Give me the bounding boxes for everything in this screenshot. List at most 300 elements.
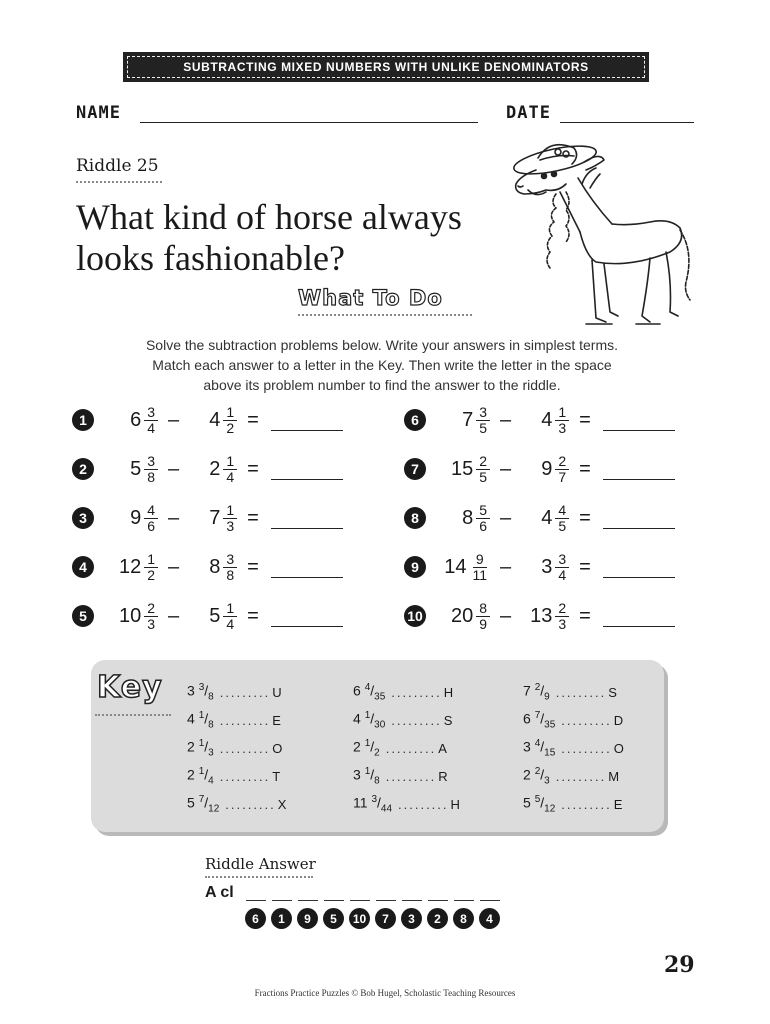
whole-number: 12	[118, 555, 142, 578]
numerator: 1	[198, 709, 205, 721]
problem-number-circle: 8	[453, 908, 474, 929]
denominator: 3	[226, 517, 235, 534]
key-letter: R	[438, 768, 448, 784]
minuend	[432, 405, 490, 436]
minuend	[432, 454, 490, 485]
whole-number: 14	[444, 555, 467, 578]
problem-row	[404, 446, 675, 492]
key-entry	[523, 678, 624, 706]
whole-number: 7	[523, 682, 531, 699]
denominator: 3	[208, 747, 214, 759]
denominator: 30	[374, 719, 386, 731]
equals-sign: =	[247, 408, 259, 431]
numerator: 1	[364, 709, 371, 721]
denominator: 4	[147, 419, 155, 436]
numerator: 2	[534, 681, 541, 693]
whole-number: 4	[541, 408, 553, 431]
whole-number: 2	[187, 766, 195, 783]
leader-dots: .........	[555, 684, 607, 700]
whole-number: 8	[462, 506, 474, 529]
numerator: 3	[144, 405, 158, 421]
fraction	[555, 454, 569, 485]
minuend	[100, 503, 158, 534]
problem-row	[404, 544, 675, 590]
numerator: 7	[534, 709, 541, 721]
date-field[interactable]	[560, 104, 694, 123]
problem-number-badge: 2	[72, 458, 94, 480]
denominator: 5	[479, 468, 487, 485]
leader-dots: .........	[391, 712, 442, 728]
horse-illustration	[500, 132, 700, 332]
fraction	[555, 503, 569, 534]
denominator: 4	[226, 468, 235, 485]
key-entry	[187, 790, 286, 818]
minus-sign: –	[500, 457, 512, 480]
riddle-question-line2: looks fashionable?	[76, 238, 345, 278]
denominator: 12	[544, 803, 556, 815]
denominator: 9	[479, 615, 487, 632]
name-label: NAME	[76, 103, 121, 123]
whole-number: 2	[209, 457, 221, 480]
denominator: 8	[226, 566, 235, 583]
leader-dots: .........	[219, 684, 271, 700]
answer-letter-blank[interactable]	[298, 884, 318, 901]
numerator: 1	[223, 454, 237, 470]
denominator: 4	[208, 775, 214, 787]
numerator: 3	[198, 681, 205, 693]
whole-number: 3	[541, 555, 553, 578]
denominator: 35	[374, 691, 386, 703]
riddle-label: Riddle 25	[76, 156, 159, 176]
leader-dots: .........	[219, 768, 271, 784]
answer-letter-blank[interactable]	[272, 884, 292, 901]
denominator: 4	[558, 566, 567, 583]
leader-dots: .........	[561, 796, 612, 812]
key-value: 5 $^7/_{12}$	[187, 793, 220, 815]
numerator: 4	[364, 681, 371, 693]
riddle-underline	[76, 181, 162, 183]
denominator: 2	[374, 747, 380, 759]
fraction	[144, 405, 158, 436]
denominator: 3	[558, 419, 567, 436]
problem-row	[72, 446, 343, 492]
key-column	[187, 678, 286, 818]
numerator: 5	[534, 793, 541, 805]
page-number: 29	[664, 952, 695, 978]
whole-number: 5	[209, 604, 221, 627]
answer-prefix: A cl	[205, 884, 234, 901]
answer-letter-blank[interactable]	[246, 884, 266, 901]
answer-number-sequence	[245, 908, 505, 929]
whole-number: 6	[130, 408, 142, 431]
answer-blank[interactable]	[603, 459, 675, 480]
denominator: 4	[226, 615, 235, 632]
problems-right-column	[404, 397, 675, 639]
whole-number: 5	[523, 794, 531, 811]
answer-blank[interactable]	[271, 410, 343, 431]
key-value: 2 $^1/_2$	[353, 737, 380, 759]
numerator: 1	[364, 737, 371, 749]
minuend	[432, 601, 490, 632]
answer-letter-blank[interactable]	[350, 884, 370, 901]
whole-number: 3	[353, 766, 361, 783]
problem-row	[404, 495, 675, 541]
key-value: 4 $^1/_8$	[187, 709, 214, 731]
denominator: 12	[208, 803, 220, 815]
minuend	[100, 405, 158, 436]
key-value: 6 $^4/_{35}$	[353, 681, 386, 703]
numerator: 3	[476, 405, 490, 421]
problem-number-badge: 10	[404, 605, 426, 627]
numerator: 2	[476, 454, 490, 470]
subtrahend	[189, 454, 237, 485]
subtrahend	[189, 552, 237, 583]
leader-dots: .........	[398, 796, 449, 812]
denominator: 8	[208, 719, 214, 731]
denominator: 3	[147, 615, 155, 632]
whole-number: 4	[353, 710, 361, 727]
key-letter: O	[272, 740, 283, 756]
key-letter: A	[438, 740, 447, 756]
instruction-line: above its problem number to find the answer to the riddle.	[203, 377, 561, 393]
whole-number: 4	[187, 710, 195, 727]
whole-number: 3	[523, 738, 531, 755]
equals-sign: =	[247, 604, 259, 627]
problem-number-badge: 4	[72, 556, 94, 578]
numerator: 1	[144, 552, 158, 568]
whole-number: 8	[209, 555, 221, 578]
problem-row	[72, 544, 343, 590]
key-entry	[187, 706, 286, 734]
key-letter: M	[608, 768, 620, 784]
key-value: 3 $^4/_{15}$	[523, 737, 556, 759]
whole-number: 15	[450, 457, 474, 480]
key-letter: S	[608, 684, 617, 700]
key-value: 2 $^2/_3$	[523, 765, 550, 787]
fraction	[476, 405, 490, 436]
subtrahend	[521, 552, 569, 583]
numerator: 5	[476, 503, 490, 519]
leader-dots: .........	[385, 768, 437, 784]
what-to-do-underline	[298, 314, 472, 316]
problem-row	[72, 495, 343, 541]
equals-sign: =	[247, 506, 259, 529]
denominator: 6	[147, 517, 155, 534]
key-letter: U	[272, 684, 282, 700]
minuend	[100, 552, 158, 583]
denominator: 3	[544, 775, 550, 787]
key-letter: E	[272, 712, 281, 728]
whole-number: 11	[353, 794, 368, 811]
key-column	[353, 678, 460, 818]
footer-credit: Fractions Practice Puzzles © Bob Hugel, Scholastic Teaching Resources	[254, 988, 516, 998]
numerator: 4	[144, 503, 158, 519]
problem-number-badge: 6	[404, 409, 426, 431]
whole-number: 9	[541, 457, 553, 480]
key-letter: H	[450, 796, 460, 812]
key-entry	[353, 678, 460, 706]
numerator: 1	[198, 765, 205, 777]
denominator: 8	[208, 691, 214, 703]
instruction-line: Solve the subtraction problems below. Write your answers in simplest terms.	[145, 337, 619, 353]
minus-sign: –	[168, 604, 180, 627]
minuend	[432, 552, 490, 583]
problem-number-circle: 2	[427, 908, 448, 929]
key-entry	[353, 790, 460, 818]
key-letter: H	[443, 684, 454, 700]
key-entry	[523, 706, 624, 734]
answer-blank[interactable]	[271, 459, 343, 480]
whole-number: 6	[353, 682, 361, 699]
minus-sign: –	[500, 408, 512, 431]
answer-blank[interactable]	[603, 508, 675, 529]
numerator: 1	[364, 765, 371, 777]
key-letter: X	[277, 796, 287, 812]
denominator: 44	[380, 803, 393, 815]
whole-number: 7	[462, 408, 474, 431]
fraction	[223, 503, 237, 534]
denominator: 35	[544, 719, 556, 731]
answer-key-box	[91, 660, 664, 832]
minus-sign: –	[168, 506, 180, 529]
whole-number: 20	[450, 604, 474, 627]
whole-number: 4	[541, 506, 553, 529]
key-entry	[523, 790, 624, 818]
subtrahend	[521, 454, 569, 485]
answer-blank[interactable]	[271, 508, 343, 529]
key-value: 6 $^7/_{35}$	[523, 709, 556, 731]
problem-number-badge: 8	[404, 507, 426, 529]
problem-number-circle: 7	[375, 908, 396, 929]
key-column	[523, 678, 624, 818]
answer-letter-blank[interactable]	[480, 884, 500, 901]
problems-left-column	[72, 397, 343, 639]
whole-number: 4	[209, 408, 221, 431]
numerator: 7	[198, 793, 205, 805]
minus-sign: –	[168, 555, 180, 578]
problem-number-badge: 9	[404, 556, 426, 578]
denominator: 15	[544, 747, 556, 759]
header-banner	[123, 52, 649, 82]
whole-number: 7	[209, 506, 221, 529]
fraction	[476, 601, 490, 632]
numerator: 2	[534, 765, 541, 777]
denominator: 2	[226, 419, 235, 436]
minus-sign: –	[500, 555, 512, 578]
denominator: 8	[374, 775, 380, 787]
key-value: 2 $^1/_3$	[187, 737, 214, 759]
answer-blank[interactable]	[271, 606, 343, 627]
numerator: 3	[555, 552, 569, 568]
denominator: 9	[544, 691, 550, 703]
whole-number: 10	[118, 604, 142, 627]
key-entry	[353, 762, 460, 790]
key-entry	[353, 734, 460, 762]
answer-letter-blank[interactable]	[324, 884, 344, 901]
leader-dots: .........	[561, 740, 612, 756]
minus-sign: –	[168, 408, 180, 431]
date-label: DATE	[506, 103, 551, 123]
key-entry	[187, 762, 286, 790]
answer-letter-blank[interactable]	[402, 884, 422, 901]
riddle-answer-underline	[205, 876, 313, 878]
whole-number: 5	[130, 457, 142, 480]
key-entry	[523, 762, 624, 790]
numerator: 4	[555, 503, 569, 519]
key-entry	[523, 734, 624, 762]
problem-number-circle: 9	[297, 908, 318, 929]
leader-dots: .........	[391, 684, 442, 700]
problem-number-circle: 5	[323, 908, 344, 929]
what-to-do-heading: What To Do	[298, 286, 443, 310]
fraction	[144, 503, 158, 534]
whole-number: 6	[523, 710, 531, 727]
key-value: 4 $^1/_{30}$	[353, 709, 386, 731]
answer-letter-blank[interactable]	[428, 884, 448, 901]
leader-dots: .........	[561, 712, 612, 728]
key-letter: E	[613, 796, 623, 812]
numerator: 2	[555, 454, 569, 470]
problem-number-circle: 4	[479, 908, 500, 929]
key-entry	[187, 734, 286, 762]
key-letter: D	[613, 712, 624, 728]
instruction-line: Match each answer to a letter in the Key. Then write the letter in the space	[152, 357, 612, 373]
key-letter: S	[443, 712, 453, 728]
subtrahend	[189, 405, 237, 436]
leader-dots: .........	[225, 796, 276, 812]
denominator: 11	[472, 566, 487, 583]
fraction	[555, 601, 569, 632]
minus-sign: –	[168, 457, 180, 480]
whole-number: 2	[187, 738, 195, 755]
numerator: 1	[555, 405, 569, 421]
whole-number: 13	[530, 604, 553, 627]
fraction	[476, 503, 490, 534]
key-value: 2 $^1/_4$	[187, 765, 214, 787]
fraction	[144, 454, 158, 485]
equals-sign: =	[579, 604, 591, 627]
problem-row	[404, 397, 675, 443]
minus-sign: –	[500, 604, 512, 627]
problem-number-badge: 7	[404, 458, 426, 480]
problem-row	[404, 593, 675, 639]
riddle-question-line1: What kind of horse always	[76, 197, 462, 237]
key-letter: T	[272, 768, 281, 784]
key-letter: O	[613, 740, 624, 756]
name-field[interactable]	[140, 104, 478, 123]
fraction	[476, 454, 490, 485]
problem-number-circle: 1	[271, 908, 292, 929]
answer-blank[interactable]	[603, 606, 675, 627]
whole-number: 5	[187, 794, 195, 811]
minuend	[100, 454, 158, 485]
denominator: 3	[558, 615, 567, 632]
subtrahend	[521, 405, 569, 436]
answer-letter-blank[interactable]	[454, 884, 474, 901]
fraction	[223, 552, 237, 583]
subtrahend	[189, 503, 237, 534]
equals-sign: =	[579, 457, 591, 480]
answer-blank[interactable]	[603, 557, 675, 578]
numerator: 2	[144, 601, 158, 617]
fraction	[144, 552, 158, 583]
leader-dots: .........	[385, 740, 437, 756]
answer-blanks	[246, 884, 506, 901]
key-entry	[187, 678, 286, 706]
whole-number: 2	[523, 766, 531, 783]
problem-number-circle: 10	[349, 908, 370, 929]
numerator: 3	[144, 454, 158, 470]
numerator: 8	[476, 601, 490, 617]
fraction	[555, 552, 569, 583]
numerator: 2	[555, 601, 569, 617]
fraction	[223, 405, 237, 436]
problem-row	[72, 397, 343, 443]
subtrahend	[521, 601, 569, 632]
subtrahend	[521, 503, 569, 534]
key-value: 7 $^2/_9$	[523, 681, 550, 703]
key-title: Key	[97, 670, 163, 705]
fraction	[223, 601, 237, 632]
problem-number-badge: 5	[72, 605, 94, 627]
leader-dots: .........	[219, 740, 271, 756]
equals-sign: =	[247, 457, 259, 480]
equals-sign: =	[579, 555, 591, 578]
problem-number-badge: 3	[72, 507, 94, 529]
leader-dots: .........	[555, 768, 607, 784]
key-value: 3 $^1/_8$	[353, 765, 380, 787]
whole-number: 9	[130, 506, 142, 529]
minuend	[100, 601, 158, 632]
fraction	[555, 405, 569, 436]
denominator: 8	[147, 468, 155, 485]
banner-title: SUBTRACTING MIXED NUMBERS WITH UNLIKE DENOMINATORS	[183, 60, 589, 74]
fraction	[223, 454, 237, 485]
denominator: 2	[147, 566, 155, 583]
riddle-answer-label: Riddle Answer	[205, 855, 316, 873]
numerator: 1	[198, 737, 205, 749]
denominator: 6	[479, 517, 487, 534]
numerator: 1	[223, 503, 237, 519]
numerator: 3	[371, 793, 377, 805]
denominator: 5	[479, 419, 487, 436]
equals-sign: =	[579, 506, 591, 529]
key-underline	[95, 714, 171, 716]
answer-letter-blank[interactable]	[376, 884, 396, 901]
problem-row	[72, 593, 343, 639]
instructions	[92, 335, 672, 395]
problem-number-circle: 6	[245, 908, 266, 929]
answer-blank[interactable]	[271, 557, 343, 578]
numerator: 1	[223, 601, 237, 617]
whole-number: 2	[353, 738, 361, 755]
minuend	[432, 503, 490, 534]
fraction	[144, 601, 158, 632]
minus-sign: –	[500, 506, 512, 529]
denominator: 7	[558, 468, 567, 485]
equals-sign: =	[247, 555, 259, 578]
answer-blank[interactable]	[603, 410, 675, 431]
key-value: 5 $^5/_{12}$	[523, 793, 556, 815]
numerator: 3	[223, 552, 237, 568]
leader-dots: .........	[219, 712, 271, 728]
problem-number-circle: 3	[401, 908, 422, 929]
key-value: 11 $^3/_{44}$	[353, 793, 393, 815]
fraction	[469, 552, 490, 583]
numerator: 9	[473, 552, 487, 568]
denominator: 5	[558, 517, 567, 534]
numerator: 1	[223, 405, 237, 421]
